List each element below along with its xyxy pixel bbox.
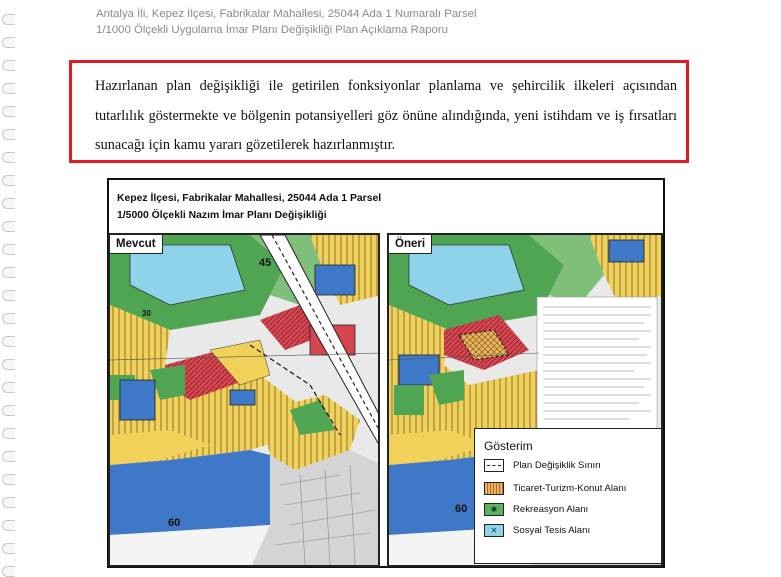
- legend-item-commercial: [484, 480, 626, 496]
- legend-item-label: Plan Değişiklik Sınırı: [513, 459, 601, 471]
- spiral-binding: [0, 0, 14, 573]
- binding-ring: [2, 474, 15, 485]
- legend-item-label: Rekreasyon Alanı: [513, 503, 589, 515]
- report-paragraph: Hazırlanan plan değişikliği ile getirilen fonksiyonlar planlama ve şehircilik ilkeleri açısından tutarlılık göstermekte ve bölgenin potansiyelleri göz önüne alındığında, yeni istihdam ve iş fırsatları sunacağı için kamu yararı gözetilerek hazırlanmıştır.: [95, 78, 677, 153]
- binding-ring: [2, 14, 15, 25]
- binding-ring: [2, 152, 15, 163]
- binding-ring: [2, 106, 15, 117]
- binding-ring: [2, 382, 15, 393]
- binding-ring: [2, 83, 15, 94]
- binding-ring: [2, 221, 15, 232]
- header-line-1: Antalya İli, Kepez İlçesi, Fabrikalar Mahallesi, 25044 Ada 1 Numaralı Parsel: [96, 8, 477, 20]
- legend-item-boundary: [484, 457, 601, 473]
- map-current-drawing: [110, 235, 380, 567]
- figure-title: [117, 190, 381, 224]
- binding-ring: [2, 428, 15, 439]
- map-proposed-label: Öneri: [389, 235, 432, 254]
- legend-title: Gösterim: [484, 439, 533, 453]
- map-legend: [474, 428, 662, 564]
- tree-symbol-icon: ✱: [484, 503, 504, 516]
- binding-ring: [2, 451, 15, 462]
- document-header: [96, 6, 477, 38]
- road-number-60-right: 60: [455, 503, 468, 515]
- binding-ring: [2, 198, 15, 209]
- binding-ring: [2, 566, 15, 577]
- binding-ring: [2, 405, 15, 416]
- legend-item-label: Ticaret-Turizm-Konut Alanı: [513, 482, 627, 494]
- binding-ring: [2, 129, 15, 140]
- binding-ring: [2, 60, 15, 71]
- binding-ring: [2, 244, 15, 255]
- binding-ring: [2, 520, 15, 531]
- binding-ring: [2, 175, 15, 186]
- legend-item-social: [484, 522, 590, 538]
- map-current-label: Mevcut: [110, 235, 163, 254]
- road-number-45: 45: [259, 257, 272, 269]
- header-line-2: 1/1000 Ölçekli Uygulama İmar Planı Değişikliği Plan Açıklama Raporu: [96, 24, 449, 36]
- x-box-icon: ✕: [484, 524, 504, 537]
- binding-ring: [2, 267, 15, 278]
- figure-title-line-1: Kepez İlçesi, Fabrikalar Mahallesi, 25044 Ada 1 Parsel: [117, 193, 382, 204]
- road-number-60-left: 60: [168, 517, 181, 529]
- legend-item-label: Sosyal Tesis Alanı: [513, 524, 591, 536]
- binding-ring: [2, 313, 15, 324]
- binding-ring: [2, 336, 15, 347]
- binding-ring: [2, 290, 15, 301]
- binding-ring: [2, 359, 15, 370]
- binding-ring: [2, 37, 15, 48]
- binding-ring: [2, 543, 15, 554]
- binding-ring: [2, 497, 15, 508]
- road-number-30: 30: [142, 309, 151, 318]
- map-current: [108, 233, 380, 567]
- dashed-boundary-icon: [484, 459, 504, 472]
- hatched-orange-icon: [484, 482, 504, 495]
- legend-item-recreation: [484, 501, 588, 517]
- figure-title-line-2: 1/5000 Ölçekli Nazım İmar Planı Değişikliği: [117, 210, 327, 221]
